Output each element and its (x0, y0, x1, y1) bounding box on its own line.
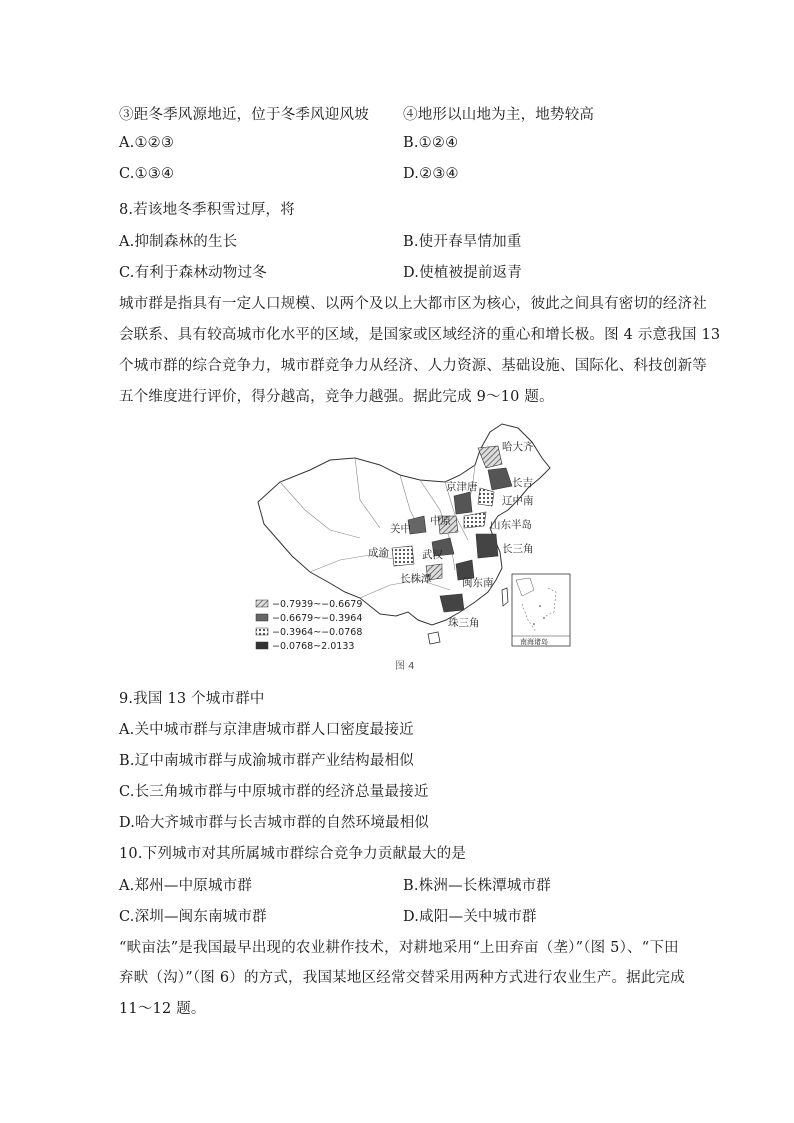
label-mdn: 闽东南 (462, 577, 494, 589)
hainan (428, 632, 440, 644)
figure-caption: 图 4 (395, 661, 415, 672)
q10-choice-c: C.深圳—闽东南城市群 (119, 909, 267, 925)
label-zy: 中原 (430, 515, 451, 527)
q7-choice-d: D.②③④ (403, 166, 459, 182)
south-china-sea-inset (512, 574, 570, 646)
q10-choice-d: D.咸阳—关中城市群 (403, 909, 537, 925)
legend-label-4: −0.0768~2.0133 (272, 641, 355, 652)
passage2-line3: 11～12 题。 (119, 1001, 206, 1017)
label-cj: 长吉 (512, 477, 533, 489)
china-city-cluster-map (250, 420, 580, 660)
q9-choice-c: C.长三角城市群与中原城市群的经济总量最接近 (119, 784, 429, 800)
label-wh: 武汉 (422, 549, 443, 561)
legend-label-1: −0.7939~−0.6679 (272, 599, 363, 610)
legend-label-2: −0.6679~−0.3964 (272, 613, 363, 624)
label-gz: 关中 (390, 523, 411, 535)
q7-option-3: ③距冬季风源地近，位于冬季风迎风坡 (119, 107, 369, 123)
q9-stem: 9.我国 13 个城市群中 (119, 691, 265, 707)
region-zsj (440, 594, 464, 612)
passage1-line4: 五个维度进行评价，得分越高，竞争力越强。据此完成 9～10 题。 (119, 389, 554, 405)
q7-choice-a: A.①②③ (119, 135, 175, 151)
q8-choice-b: B.使开春旱情加重 (403, 234, 522, 250)
q8-choice-a: A.抑制森林的生长 (119, 234, 238, 250)
q8-stem: 8.若该地冬季积雪过厚，将 (119, 202, 295, 218)
legend-label-3: −0.3964~−0.0768 (272, 627, 363, 638)
label-czt: 长株潭 (400, 573, 432, 585)
legend-swatch-1 (256, 600, 268, 607)
region-cy (392, 546, 414, 566)
passage1-line1: 城市群是指具有一定人口规模、以两个及以上大都市区为核心，彼此之间具有密切的经济社 (119, 296, 707, 312)
label-cy: 成渝 (368, 547, 389, 559)
label-jjt: 京津唐 (446, 481, 478, 493)
q10-stem: 10.下列城市对其所属城市群综合竞争力贡献最大的是 (119, 846, 467, 862)
q8-choice-d: D.使植被提前返青 (403, 265, 523, 281)
q9-choice-d: D.哈大齐城市群与长吉城市群的自然环境最相似 (119, 815, 430, 831)
legend-swatch-2 (256, 614, 268, 621)
legend-swatch-3 (256, 628, 268, 635)
region-csj (476, 534, 498, 558)
q7-choice-b: B.①②④ (403, 135, 459, 151)
passage2-line2: 弃畎（沟）”（图 6）的方式，我国某地区经常交替采用两种方式进行农业生产。据此完成 (119, 970, 685, 986)
q7-option-4: ④地形以山地为主，地势较高 (403, 107, 595, 123)
label-zsj: 珠三角 (448, 617, 480, 629)
region-jjt (454, 492, 472, 514)
label-csj: 长三角 (502, 543, 534, 555)
passage1-line3: 个城市群的综合竞争力，城市群竞争力从经济、人力资源、基础设施、国际化、科技创新等 (119, 358, 707, 374)
label-hdq: 哈大齐 (502, 441, 534, 453)
passage1-line2: 会联系、具有较高城市化水平的区域，是国家或区域经济的重心和增长极。图 4 示意我国 13 (119, 327, 721, 343)
label-lzn: 辽中南 (502, 495, 534, 507)
legend-swatch-4 (256, 642, 268, 649)
q9-choice-a: A.关中城市群与京津唐城市群人口密度最接近 (119, 722, 414, 738)
inset-label: 南海诸岛 (520, 638, 548, 646)
q10-choice-b: B.株洲—长株潭城市群 (403, 878, 551, 894)
label-sdbd: 山东半岛 (490, 519, 532, 531)
taiwan (502, 588, 508, 606)
q7-choice-c: C.①③④ (119, 166, 175, 182)
q8-choice-c: C.有利于森林动物过冬 (119, 265, 267, 281)
q9-choice-b: B.辽中南城市群与成渝城市群产业结构最相似 (119, 753, 414, 769)
map-legend (256, 599, 362, 652)
q10-choice-a: A.郑州—中原城市群 (119, 878, 253, 894)
passage2-line1: “畎亩法”是我国最早出现的农业耕作技术，对耕地采用“上田弃亩（垄）”（图 5）、“下田 (119, 940, 679, 956)
